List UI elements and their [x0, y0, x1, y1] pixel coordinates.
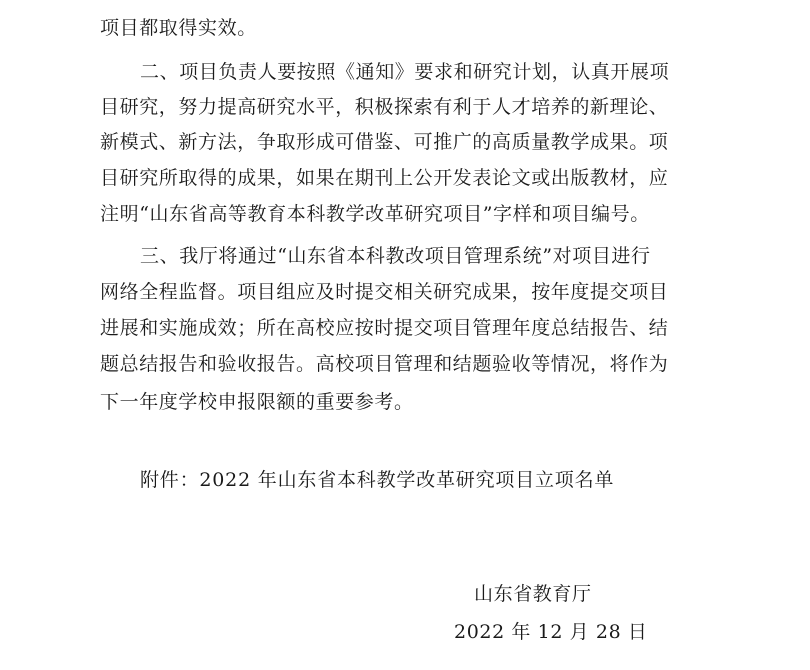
paragraph-line: 进展和实施成效；所在高校应按时提交项目管理年度总结报告、结 — [100, 317, 669, 339]
issuer-name: 山东省教育厅 — [474, 583, 592, 605]
paragraph-line: 目研究，努力提高研究水平，积极探索有利于人才培养的新理论、 — [100, 96, 669, 118]
issue-date: 2022 年 12 月 28 日 — [454, 621, 648, 643]
paragraph-line: 网络全程监督。项目组应及时提交相关研究成果，按年度提交项目 — [100, 281, 669, 303]
paragraph-2-first-line: 二、项目负责人要按照《通知》要求和研究计划，认真开展项 — [140, 61, 670, 83]
paragraph-line: 新模式、新方法，争取形成可借鉴、可推广的高质量教学成果。项 — [100, 131, 669, 153]
paragraph-line: 下一年度学校申报限额的重要参考。 — [100, 391, 414, 413]
attachment-line: 附件：2022 年山东省本科教学改革研究项目立项名单 — [140, 469, 615, 491]
paragraph-line: 项目都取得实效。 — [100, 17, 257, 39]
paragraph-line: 题总结报告和验收报告。高校项目管理和结题验收等情况，将作为 — [100, 353, 669, 375]
paragraph-3-first-line: 三、我厅将通过“山东省本科教改项目管理系统”对项目进行 — [140, 245, 651, 267]
paragraph-line: 目研究所取得的成果，如果在期刊上公开发表论文或出版教材，应 — [100, 167, 669, 189]
paragraph-line: 注明“山东省高等教育本科教学改革研究项目”字样和项目编号。 — [100, 203, 650, 225]
